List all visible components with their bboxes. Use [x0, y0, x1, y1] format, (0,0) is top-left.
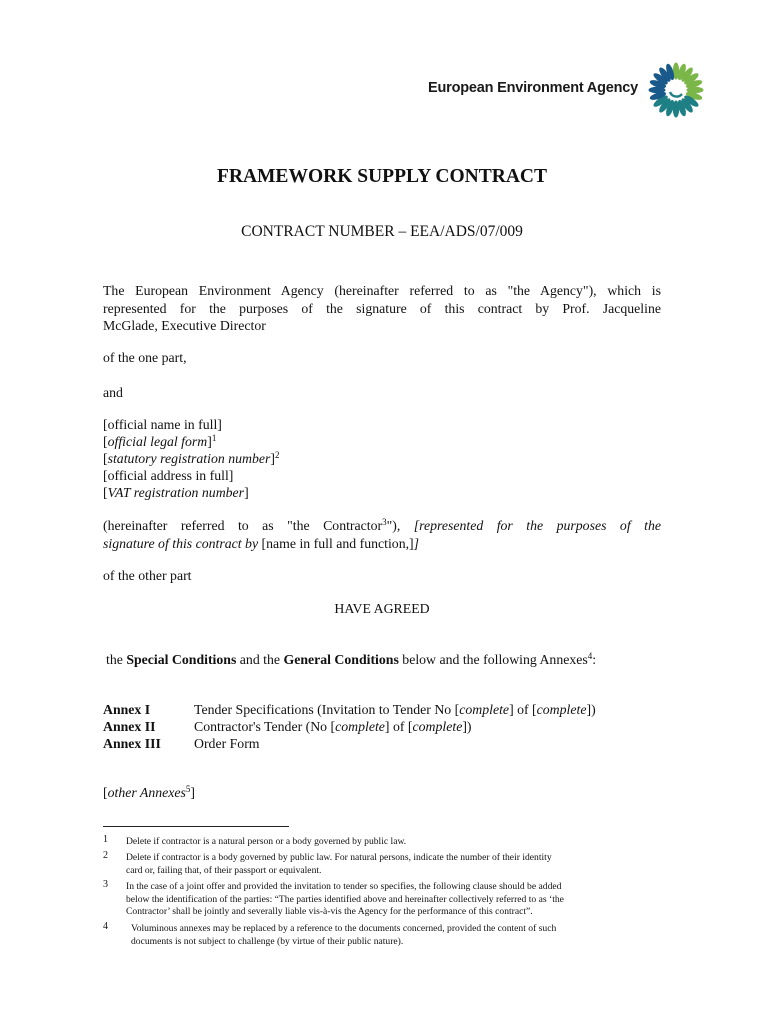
and-text: and: [103, 385, 123, 400]
footnote: 2 Delete if contractor is a body governed by public law. For natural persons, indicate the number of their identity card or, failing that, of their passport or equivalent.: [103, 850, 552, 876]
footnote-ref-3: 3: [382, 517, 387, 527]
footnote-ref-4: 4: [587, 651, 593, 661]
footnote-number: 3: [103, 879, 108, 890]
annex-key: Annex II: [103, 719, 156, 734]
conditions-statement: the Special Conditions and the General Conditions below and the following Annexes$^4$:: [106, 651, 597, 667]
eea-sunburst-logo-icon: [646, 60, 706, 120]
footnote-number: 1: [103, 834, 108, 845]
agency-name: European Environment Agency: [428, 80, 638, 96]
footnote-ref-5: 5: [185, 784, 191, 794]
contract-number: CONTRACT NUMBER – EEA/ADS/07/009: [241, 223, 523, 240]
intro-line-3: McGlade, Executive Director: [103, 318, 266, 333]
contractor-definition-line-1: (hereinafter referred to as "the Contractor$^3$"), [represented for the purposes of the: [103, 517, 661, 533]
footnote-separator: [103, 826, 289, 827]
annex-row: Annex II Contractor's Tender (No [complete] of [complete]): [103, 719, 472, 734]
footnote-number: 2: [103, 850, 108, 861]
have-agreed: HAVE AGREED: [334, 601, 430, 616]
vat-number-field: [VAT registration number]: [103, 485, 249, 500]
annex-row: Annex I Tender Specifications (Invitation to Tender No [complete] of [complete]): [103, 702, 596, 717]
footnote-ref-1: 1: [211, 433, 217, 443]
intro-line-1: The European Environment Agency (hereinafter referred to as "the Agency"), which is: [103, 283, 661, 298]
annex-key: Annex I: [103, 702, 151, 717]
registration-number-field: [statutory registration number]$^2$: [103, 450, 280, 466]
annex-row: Annex III Order Form: [103, 736, 260, 751]
intro-line-2: represented for the purposes of the signature of this contract by Prof. Jacqueline: [103, 300, 661, 316]
official-address-field: [official address in full]: [103, 468, 234, 483]
footnote-ref-2: 2: [274, 450, 280, 460]
legal-form-field: [official legal form]$^1$: [103, 433, 217, 449]
contractor-definition-paragraph: [103, 517, 661, 552]
document-title: FRAMEWORK SUPPLY CONTRACT: [216, 166, 548, 187]
footnote: 3 In the case of a joint offer and provided the invitation to tender so specifies, the following clause should be added below the identification of the parties: “The parties identified above and hereinafter collectively referred to as ‘the Contractor’ shall be jointly and severally liable vis-à-vis the Agency for the performance of this contract”.: [103, 879, 564, 918]
footnote: 1 Delete if contractor is a natural person or a body governed by public law.: [103, 834, 407, 847]
intro-paragraph: [103, 282, 661, 335]
official-name-field: [official name in full]: [103, 417, 222, 432]
annex-key: Annex III: [103, 736, 161, 751]
contractor-fields: [103, 416, 279, 501]
contractor-definition-line-2: signature of this contract by [name in full and function,]]: [103, 535, 420, 551]
other-annexes: [other Annexes$^5$]: [103, 784, 196, 800]
of-one-part: of the one part,: [103, 350, 187, 365]
footnote-number: 4: [103, 921, 108, 932]
of-other-part: of the other part: [103, 568, 192, 583]
footnote: 4 Voluminous annexes may be replaced by a reference to the documents concerned, provided the content of such documents is not subject to challenge (by virtue of their public nature).: [103, 921, 557, 947]
